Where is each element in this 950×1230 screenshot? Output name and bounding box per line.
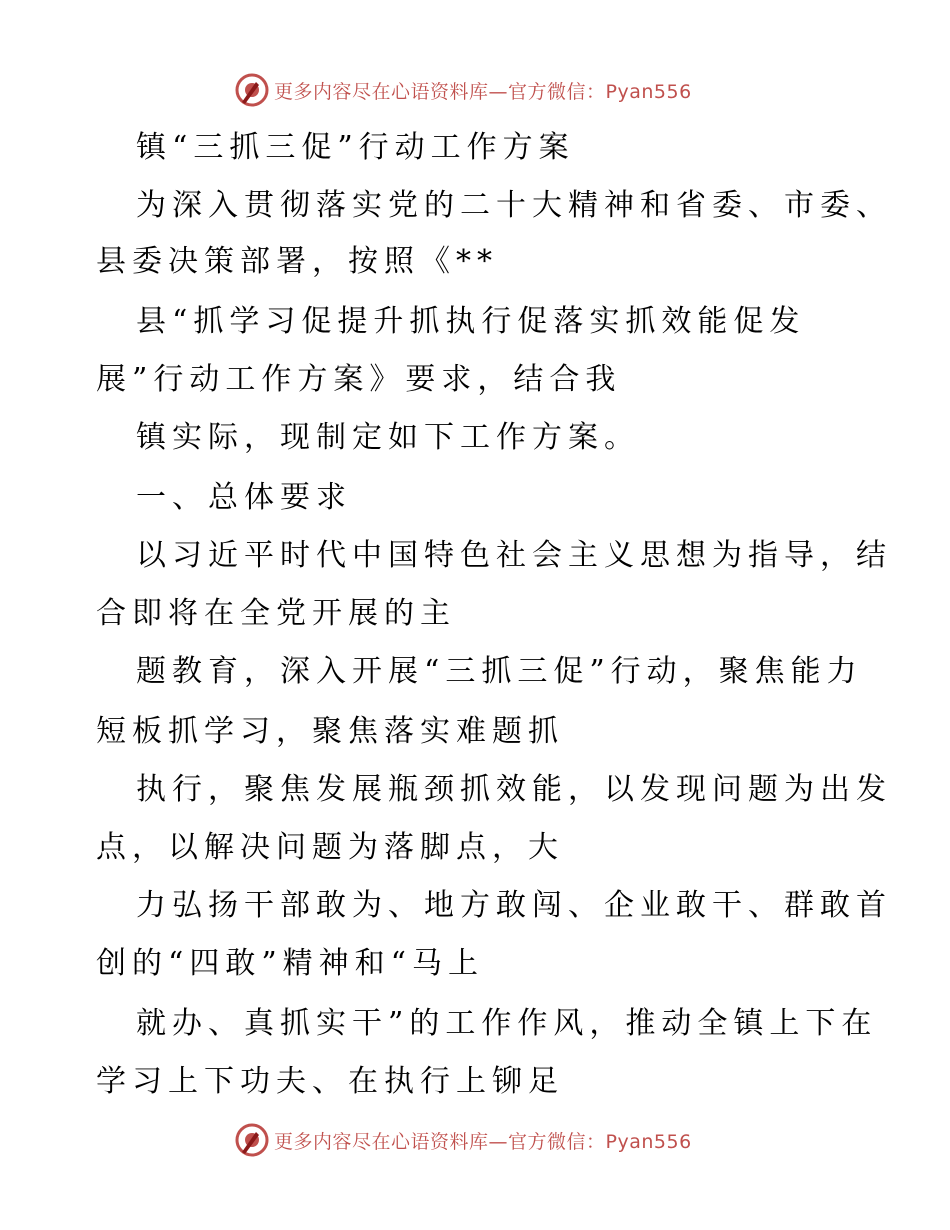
paragraph-line: 县“抓学习促提升抓执行促落实抓效能促发 <box>136 304 806 339</box>
paragraph-line: 县委决策部署，按照《** <box>96 244 498 279</box>
brand-logo-icon <box>234 1122 270 1158</box>
paragraph-line: 合即将在全党开展的主 <box>96 596 456 631</box>
brand-logo-icon <box>234 72 270 108</box>
footer-watermark <box>0 1120 950 1160</box>
paragraph-line: 就办、真抓实干”的工作作风，推动全镇上下在 <box>136 1006 878 1041</box>
wechat-id: Pyan556 <box>605 80 692 103</box>
document-title: 镇“三抓三促”行动工作方案 <box>136 130 575 165</box>
paragraph-line: 展”行动工作方案》要求，结合我 <box>96 362 622 397</box>
paragraph-line: 点，以解决问题为落脚点，大 <box>96 830 564 865</box>
paragraph-line: 力弘扬干部敢为、地方敢闯、企业敢干、群敢首 <box>136 888 892 923</box>
paragraph-line: 短板抓学习，聚焦落实难题抓 <box>96 714 564 749</box>
paragraph-line: 题教育，深入开展“三抓三促”行动，聚焦能力 <box>136 654 863 689</box>
watermark-text: 更多内容尽在心语资料库—官方微信：Pyan556 <box>274 80 692 103</box>
paragraph-line: 创的“四敢”精神和“马上 <box>96 946 485 981</box>
paragraph-line: 学习上下功夫、在执行上铆足 <box>96 1064 564 1099</box>
paragraph-line: 执行，聚焦发展瓶颈抓效能，以发现问题为出发 <box>136 772 892 807</box>
paragraph-line: 镇实际，现制定如下工作方案。 <box>136 420 640 455</box>
paragraph-line: 以习近平时代中国特色社会主义思想为指导，结 <box>136 538 892 573</box>
header-watermark <box>0 70 950 110</box>
watermark-text: 更多内容尽在心语资料库—官方微信：Pyan556 <box>274 1130 692 1153</box>
paragraph-line: 为深入贯彻落实党的二十大精神和省委、市委、 <box>136 188 892 223</box>
section-heading: 一、总体要求 <box>136 480 352 515</box>
wechat-id: Pyan556 <box>605 1130 692 1153</box>
